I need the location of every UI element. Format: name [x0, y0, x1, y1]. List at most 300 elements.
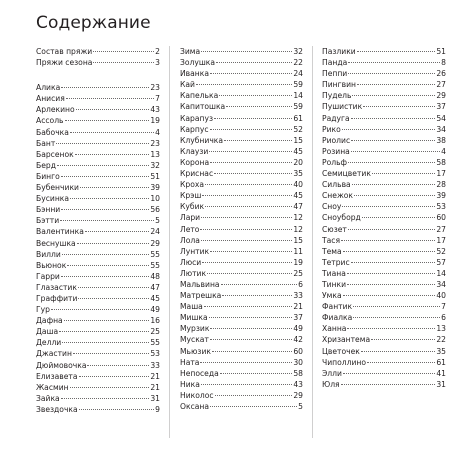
dot-leader: [209, 151, 292, 152]
dot-leader: [351, 262, 436, 263]
dot-leader: [79, 376, 150, 377]
toc-entry-name: Капелька: [180, 91, 219, 101]
toc-entry-name: Непоседа: [180, 368, 219, 378]
dot-leader: [61, 398, 150, 399]
toc-entry-name: Мальвина: [180, 279, 220, 289]
dot-leader: [222, 295, 292, 296]
toc-entry[interactable]: [36, 238, 160, 249]
toc-entry-name: Карпус: [180, 124, 209, 134]
toc-entry-page: 59: [293, 80, 303, 90]
toc-entry-page: 27: [436, 224, 446, 234]
dot-leader: [73, 353, 149, 354]
dot-leader: [353, 317, 440, 318]
toc-entry-name: Пушистик: [322, 102, 363, 112]
toc-entry-page: 60: [436, 213, 446, 223]
toc-entry[interactable]: [36, 93, 160, 104]
toc-entry-name: Сюзет: [322, 224, 347, 234]
dot-leader: [341, 240, 435, 241]
toc-entry-name: Сильва: [322, 180, 351, 190]
dot-leader: [202, 262, 292, 263]
toc-entry-name: Лютик: [180, 268, 207, 278]
dot-leader: [361, 351, 435, 352]
toc-entry[interactable]: [180, 334, 303, 345]
toc-entry-page: 51: [150, 171, 160, 181]
toc-entry-page: 25: [150, 327, 160, 337]
toc-entry-page: 45: [293, 191, 303, 201]
dot-leader: [70, 198, 149, 199]
toc-entry[interactable]: [180, 401, 303, 412]
toc-entry-name: Хризантема: [322, 335, 371, 345]
toc-entry-page: 38: [436, 135, 446, 145]
toc-entry-page: 14: [436, 268, 446, 278]
dot-leader: [357, 84, 435, 85]
toc-entry-name: Граффити: [36, 293, 78, 303]
toc-entry-page: 47: [150, 282, 160, 292]
dot-leader: [79, 409, 154, 410]
toc-entry-page: 61: [293, 113, 303, 123]
toc-entry[interactable]: [180, 124, 303, 135]
dot-leader: [65, 120, 150, 121]
toc-entry[interactable]: [322, 179, 446, 190]
toc-entry[interactable]: [180, 57, 303, 68]
toc-entry[interactable]: [180, 101, 303, 112]
toc-entry-name: Валентинка: [36, 227, 84, 237]
toc-entry-name: Лари: [180, 213, 201, 223]
toc-entry[interactable]: [322, 268, 446, 279]
toc-entry[interactable]: [322, 224, 446, 235]
toc-entry[interactable]: [322, 90, 446, 101]
toc-entry-name: Маша: [180, 302, 203, 312]
toc-entry-page: 58: [293, 368, 303, 378]
toc-entry[interactable]: [180, 279, 303, 290]
toc-entry[interactable]: [36, 204, 160, 215]
dot-leader: [351, 151, 440, 152]
dot-leader: [214, 118, 292, 119]
dot-leader: [80, 187, 149, 188]
toc-entry[interactable]: [36, 82, 160, 93]
toc-entry[interactable]: [36, 138, 160, 149]
toc-entry-page: 21: [150, 371, 160, 381]
toc-entry[interactable]: [180, 390, 303, 401]
toc-column-1: [36, 46, 160, 415]
toc-entry[interactable]: [322, 290, 446, 301]
toc-entry[interactable]: [36, 127, 160, 138]
toc-entry-page: 17: [436, 169, 446, 179]
toc-entry[interactable]: [322, 190, 446, 201]
toc-entry-page: 57: [436, 257, 446, 267]
dot-leader: [61, 87, 149, 88]
toc-entry-page: 12: [293, 213, 303, 223]
toc-entry-name: Риолис: [322, 135, 351, 145]
toc-entry-page: 7: [155, 94, 160, 104]
toc-entry-page: 28: [436, 180, 446, 190]
toc-entry-name: Рольф: [322, 157, 348, 167]
toc-entry-name: Дафна: [36, 316, 63, 326]
toc-entry[interactable]: [36, 226, 160, 237]
toc-entry-name: Юля: [322, 379, 340, 389]
toc-entry-name: Пеппи: [322, 69, 348, 79]
dot-leader: [212, 351, 292, 352]
toc-entry-name: Тинки: [322, 279, 347, 289]
toc-entry-name: Анисия: [36, 94, 65, 104]
toc-entry[interactable]: [36, 404, 160, 415]
toc-entry-name: Даша: [36, 327, 59, 337]
toc-entry[interactable]: [36, 193, 160, 204]
toc-entry[interactable]: [322, 113, 446, 124]
toc-entry[interactable]: [180, 113, 303, 124]
toc-entry-page: 52: [293, 124, 303, 134]
dot-leader: [57, 165, 149, 166]
dot-leader: [66, 98, 154, 99]
toc-entry[interactable]: [180, 212, 303, 223]
toc-entry-name: Ника: [180, 379, 200, 389]
dot-leader: [85, 231, 149, 232]
toc-entry[interactable]: [180, 168, 303, 179]
dot-leader: [202, 195, 292, 196]
toc-entry-page: 5: [155, 216, 160, 226]
dot-leader: [59, 331, 149, 332]
dot-leader: [196, 84, 292, 85]
toc-entry-page: 30: [293, 357, 303, 367]
dot-leader: [226, 106, 292, 107]
toc-entry-name: Кубик: [180, 202, 205, 212]
toc-entry[interactable]: [322, 357, 446, 368]
dot-leader: [209, 317, 293, 318]
toc-entry-name: Фиалка: [322, 313, 353, 323]
toc-entry[interactable]: [180, 323, 303, 334]
toc-entry[interactable]: [36, 104, 160, 115]
toc-entry[interactable]: [180, 135, 303, 146]
toc-entry[interactable]: [180, 268, 303, 279]
toc-entry-name: Золушка: [180, 58, 216, 68]
toc-entry[interactable]: [322, 157, 446, 168]
dot-leader: [210, 339, 292, 340]
toc-entry-page: 39: [436, 191, 446, 201]
toc-entry[interactable]: [36, 171, 160, 182]
toc-entry-page: 4: [155, 127, 160, 137]
dot-leader: [78, 287, 149, 288]
toc-entry-page: 41: [436, 368, 446, 378]
toc-entry-name: Карапуз: [180, 113, 214, 123]
page-title: Содержание: [36, 13, 151, 33]
toc-entry-name: Веснушка: [36, 238, 76, 248]
toc-entry[interactable]: [322, 312, 446, 323]
dot-leader: [204, 306, 293, 307]
toc-entry-name: Жасмин: [36, 382, 69, 392]
toc-entry-name: Клубничка: [180, 135, 224, 145]
dot-leader: [219, 95, 292, 96]
dot-leader: [348, 162, 435, 163]
toc-entry-page: 23: [150, 138, 160, 148]
dot-leader: [210, 328, 292, 329]
dot-leader: [342, 129, 436, 130]
toc-entry[interactable]: [36, 182, 160, 193]
toc-entry[interactable]: [180, 235, 303, 246]
dot-leader: [205, 206, 292, 207]
toc-entry-name: Радуга: [322, 113, 350, 123]
toc-entry-page: 32: [150, 160, 160, 170]
toc-entry[interactable]: [36, 46, 160, 57]
toc-entry-page: 22: [436, 335, 446, 345]
toc-entry-name: Арлекино: [36, 105, 75, 115]
toc-entry-name: Дюймовочка: [36, 360, 87, 370]
dot-leader: [347, 273, 435, 274]
toc-entry-name: Снежок: [322, 191, 354, 201]
toc-entry[interactable]: [322, 379, 446, 390]
toc-entry-name: Клаузи: [180, 146, 209, 156]
dot-leader: [221, 284, 298, 285]
toc-entry-name: Тиана: [322, 268, 346, 278]
toc-entry-name: Ханна: [322, 324, 347, 334]
dot-leader: [357, 51, 436, 52]
dot-leader: [61, 176, 150, 177]
toc-entry-page: 2: [155, 47, 160, 56]
toc-entry-page: 21: [150, 382, 160, 392]
toc-entry[interactable]: [36, 293, 160, 304]
dot-leader: [201, 51, 292, 52]
toc-entry[interactable]: [180, 224, 303, 235]
toc-entry[interactable]: [180, 68, 303, 79]
toc-entry-page: 48: [150, 271, 160, 281]
toc-entry-page: 11: [293, 246, 303, 256]
toc-entry-page: 52: [436, 246, 446, 256]
toc-entry[interactable]: [36, 337, 160, 348]
dot-leader: [210, 162, 292, 163]
dot-leader: [343, 373, 435, 374]
toc-entry[interactable]: [180, 201, 303, 212]
toc-entry-page: 34: [436, 279, 446, 289]
toc-entry-page: 14: [293, 91, 303, 101]
toc-entry-name: Крэш: [180, 191, 202, 201]
toc-entry[interactable]: [322, 201, 446, 212]
toc-entry-name: Зайка: [36, 393, 60, 403]
toc-entry-page: 24: [293, 69, 303, 79]
dot-leader: [56, 143, 149, 144]
toc-entry[interactable]: [180, 179, 303, 190]
column-divider: [312, 46, 313, 438]
toc-entry[interactable]: [36, 149, 160, 160]
toc-entry[interactable]: [180, 90, 303, 101]
toc-entry[interactable]: [36, 160, 160, 171]
toc-entry-page: 32: [293, 47, 303, 56]
toc-entry[interactable]: [180, 257, 303, 268]
toc-entry-name: Лунтик: [180, 246, 210, 256]
dot-leader: [93, 51, 154, 52]
toc-entry-name: Бэнни: [36, 205, 61, 215]
dot-leader: [348, 229, 436, 230]
dot-leader: [347, 284, 435, 285]
dot-leader: [76, 109, 150, 110]
toc-entry[interactable]: [322, 68, 446, 79]
dot-leader: [342, 206, 435, 207]
toc-entry[interactable]: [322, 212, 446, 223]
dot-leader: [348, 73, 435, 74]
toc-entry-name: Мускат: [180, 335, 209, 345]
toc-entry-page: 39: [150, 183, 160, 193]
toc-entry-name: Мишка: [180, 313, 208, 323]
toc-entry-page: 29: [150, 238, 160, 248]
toc-entry-name: Мурзик: [180, 324, 210, 334]
toc-entry-page: 15: [293, 135, 303, 145]
toc-entry[interactable]: [322, 301, 446, 312]
toc-entry[interactable]: [322, 101, 446, 112]
column-divider: [169, 46, 170, 438]
toc-entry-page: 29: [436, 91, 446, 101]
dot-leader: [215, 395, 293, 396]
toc-entry-name: Пудель: [322, 91, 352, 101]
dot-leader: [220, 373, 293, 374]
toc-entry[interactable]: [180, 357, 303, 368]
toc-entry[interactable]: [322, 346, 446, 357]
dot-leader: [67, 265, 149, 266]
dot-leader: [70, 132, 154, 133]
toc-entry-name: Вьюнок: [36, 260, 67, 270]
toc-entry[interactable]: [322, 135, 446, 146]
toc-entry[interactable]: [180, 190, 303, 201]
toc-entry-name: Джастин: [36, 349, 72, 359]
dot-leader: [205, 184, 292, 185]
toc-entry[interactable]: [36, 260, 160, 271]
toc-entry-name: Панда: [322, 58, 348, 68]
dot-leader: [93, 62, 154, 63]
dot-leader: [210, 73, 292, 74]
toc-entry-page: 12: [293, 224, 303, 234]
toc-entry-page: 37: [293, 313, 303, 323]
toc-entry-name: Елизавета: [36, 371, 78, 381]
toc-entry[interactable]: [36, 326, 160, 337]
toc-entry[interactable]: [180, 301, 303, 312]
toc-entry[interactable]: [322, 79, 446, 90]
toc-entry[interactable]: [322, 323, 446, 334]
toc-entry[interactable]: [36, 360, 160, 371]
toc-entry-name: Бант: [36, 138, 56, 148]
toc-entry-page: 7: [441, 302, 446, 312]
dot-leader: [70, 387, 150, 388]
toc-entry-page: 45: [293, 146, 303, 156]
toc-entry-name: Люси: [180, 257, 202, 267]
toc-entry-page: 37: [436, 102, 446, 112]
toc-entry-page: 5: [298, 402, 303, 411]
toc-entry[interactable]: [322, 257, 446, 268]
toc-entry-page: 10: [150, 194, 160, 204]
toc-entry-page: 43: [150, 105, 160, 115]
toc-entry[interactable]: [322, 57, 446, 68]
toc-entry-page: 42: [293, 335, 303, 345]
toc-entry[interactable]: [36, 304, 160, 315]
toc-entry[interactable]: [180, 368, 303, 379]
toc-entry-page: 53: [436, 202, 446, 212]
toc-entry[interactable]: [322, 334, 446, 345]
toc-entry[interactable]: [322, 124, 446, 135]
dot-leader: [75, 154, 150, 155]
toc-entry[interactable]: [36, 215, 160, 226]
dot-leader: [201, 217, 292, 218]
toc-entry-name: Бубенчики: [36, 183, 79, 193]
toc-entry-page: 19: [293, 257, 303, 267]
toc-entry[interactable]: [36, 249, 160, 260]
toc-entry-page: 55: [150, 260, 160, 270]
toc-entry[interactable]: [36, 282, 160, 293]
toc-entry-name: Делли: [36, 338, 62, 348]
dot-leader: [78, 298, 149, 299]
dot-leader: [77, 243, 150, 244]
toc-entry-name: Гур: [36, 305, 50, 315]
dot-leader: [61, 209, 149, 210]
dot-leader: [352, 95, 435, 96]
toc-entry-name: Ната: [180, 357, 200, 367]
toc-entry-name: Тетрис: [322, 257, 350, 267]
dot-leader: [224, 140, 292, 141]
toc-entry[interactable]: [180, 146, 303, 157]
toc-entry-name: Кай: [180, 80, 195, 90]
dot-leader: [371, 339, 435, 340]
toc-entry[interactable]: [180, 312, 303, 323]
dot-leader: [341, 384, 436, 385]
toc-entry[interactable]: [322, 246, 446, 257]
toc-entry[interactable]: [322, 46, 446, 57]
toc-entry[interactable]: [36, 315, 160, 326]
toc-entry[interactable]: [322, 279, 446, 290]
toc-entry[interactable]: [36, 393, 160, 404]
toc-entry-name: Матрешка: [180, 291, 222, 301]
toc-entry-page: 51: [436, 47, 446, 56]
toc-entry-page: 31: [436, 379, 446, 389]
toc-entry-page: 23: [150, 83, 160, 93]
toc-entry-name: Тася: [322, 235, 341, 245]
toc-entry[interactable]: [180, 290, 303, 301]
toc-entry[interactable]: [36, 57, 160, 68]
toc-entry-name: Мьюзик: [180, 346, 211, 356]
toc-entry[interactable]: [180, 246, 303, 257]
toc-entry-name: Пингвин: [322, 80, 356, 90]
toc-entry-name: Бэтти: [36, 216, 60, 226]
toc-entry[interactable]: [180, 46, 303, 57]
toc-entry[interactable]: [36, 271, 160, 282]
toc-entry[interactable]: [36, 115, 160, 126]
toc-entry-name: Зима: [180, 47, 201, 56]
dot-leader: [367, 362, 435, 363]
toc-entry-page: 29: [293, 390, 303, 400]
toc-entry[interactable]: [36, 382, 160, 393]
toc-entry[interactable]: [322, 168, 446, 179]
toc-entry-name: Кроха: [180, 180, 205, 190]
dot-leader: [351, 140, 435, 141]
toc-entry-name: Лола: [180, 235, 200, 245]
toc-entry[interactable]: [36, 348, 160, 359]
toc-entry-page: 31: [150, 393, 160, 403]
dot-leader: [201, 384, 292, 385]
toc-entry-name: Состав пряжи: [36, 47, 93, 56]
toc-entry-name: Цветочек: [322, 346, 360, 356]
toc-entry-name: Криснас: [180, 169, 214, 179]
dot-leader: [210, 406, 297, 407]
toc-entry[interactable]: [322, 146, 446, 157]
toc-entry-name: Николос: [180, 390, 214, 400]
toc-entry[interactable]: [322, 368, 446, 379]
toc-entry[interactable]: [180, 346, 303, 357]
toc-entry[interactable]: [36, 371, 160, 382]
toc-entry[interactable]: [322, 235, 446, 246]
toc-entry-name: Капитошка: [180, 102, 226, 112]
toc-entry-page: 61: [436, 357, 446, 367]
toc-entry[interactable]: [180, 79, 303, 90]
toc-entry-name: Сноу: [322, 202, 342, 212]
toc-entry-page: 45: [150, 293, 160, 303]
dot-leader: [343, 295, 436, 296]
toc-entry[interactable]: [180, 157, 303, 168]
toc-entry-name: Вилли: [36, 249, 61, 259]
toc-entry[interactable]: [180, 379, 303, 390]
